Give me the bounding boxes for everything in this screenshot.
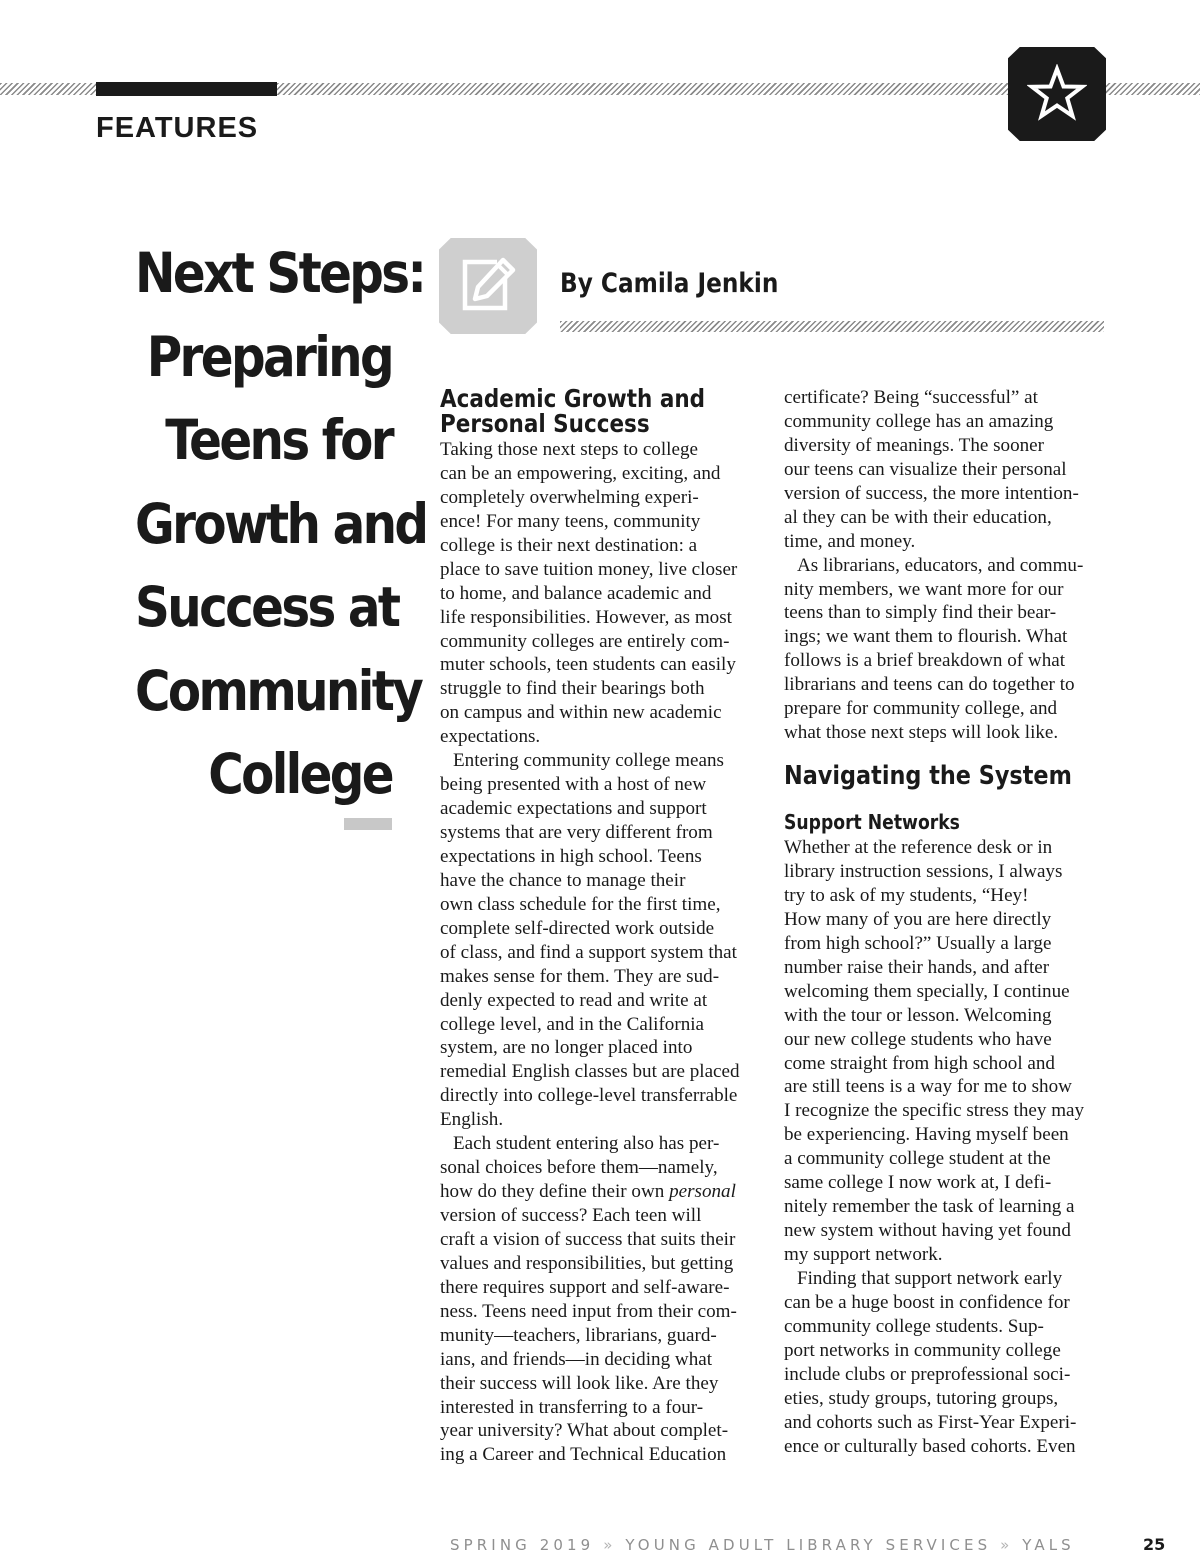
text-line: complete self-directed work outside: [440, 917, 715, 939]
text-line: to home, and balance academic and: [440, 582, 712, 604]
text-line: new system without having yet found: [784, 1220, 1071, 1242]
subheading: Personal Success: [440, 409, 650, 438]
emphasis-text: personal: [669, 1181, 736, 1203]
text-line: port networks in community college: [784, 1339, 1061, 1361]
section-heading: Navigating the System: [784, 761, 1072, 792]
text-line: How many of you are here directly: [784, 908, 1052, 930]
text-line: our new college students who have: [784, 1028, 1052, 1050]
text-line: interested in transferring to a four-: [440, 1396, 704, 1418]
text-line: on campus and within new academic: [440, 702, 722, 724]
text-line: come straight from high school and: [784, 1052, 1055, 1074]
page-footer: [450, 1536, 1110, 1554]
title-line: Growth and: [135, 491, 427, 556]
footer-separator: »: [603, 1536, 617, 1554]
text-line: include clubs or preprofessional soci-: [784, 1363, 1071, 1385]
text-line: are still teens is a way for me to show: [784, 1076, 1072, 1098]
text-line: sonal choices before them—namely,: [440, 1157, 718, 1179]
text-line: there requires support and self-aware-: [440, 1276, 730, 1298]
text-line: community college has an amazing: [784, 410, 1054, 432]
body-column-right: [784, 386, 1109, 1458]
text-line: version of success, the more intention-: [784, 482, 1079, 504]
text-line: nitely remember the task of learning a: [784, 1196, 1075, 1218]
footer-separator: »: [1000, 1536, 1014, 1554]
text-line: community colleges are entirely com-: [440, 630, 730, 652]
footer-short-name: YALS: [1022, 1536, 1075, 1554]
text-line: time, and money.: [784, 530, 916, 552]
title-line: Success at: [135, 575, 399, 639]
text-fragment: how do they define their own: [440, 1181, 670, 1203]
text-line: values and responsibilities, but getting: [440, 1252, 734, 1274]
text-line: denly expected to read and write at: [440, 989, 708, 1011]
star-badge: [1008, 47, 1106, 141]
text-line: makes sense for them. They are sud-: [440, 965, 720, 987]
text-line: completely overwhelming experi-: [440, 486, 699, 508]
text-line: number raise their hands, and after: [784, 956, 1050, 978]
text-line: ings; we want them to flourish. What: [784, 626, 1068, 648]
text-line: I recognize the specific stress they may: [784, 1100, 1085, 1122]
title-underline: [344, 818, 392, 830]
text-line: ing a Career and Technical Education: [440, 1444, 727, 1466]
text-line: academic expectations and support: [440, 798, 707, 820]
star-icon: [1027, 64, 1087, 124]
body-column-left: [440, 386, 765, 1467]
article-title: [135, 232, 427, 817]
text-line: from high school?” Usually a large: [784, 932, 1052, 954]
text-line: prepare for community college, and: [784, 698, 1058, 720]
text-line: follows is a brief breakdown of what: [784, 650, 1066, 672]
text-line: nity members, we want more for our: [784, 578, 1064, 600]
text-line: eties, study groups, tutoring groups,: [784, 1387, 1059, 1409]
text-line: muter schools, teen students can easily: [440, 654, 736, 676]
text-line: struggle to find their bearings both: [440, 678, 705, 700]
subheading: Academic Growth and: [440, 384, 706, 413]
text-line: craft a vision of success that suits their: [440, 1228, 736, 1250]
header-accent-bar: [96, 82, 277, 96]
text-line: college level, and in the California: [440, 1013, 705, 1035]
text-line: librarians and teens can do together to: [784, 674, 1075, 696]
text-line: of class, and find a support system that: [440, 941, 737, 963]
text-line: ence! For many teens, community: [440, 510, 701, 532]
edit-icon: [457, 254, 519, 316]
text-line: systems that are very different from: [440, 822, 713, 843]
text-line: ness. Teens need input from their com-: [440, 1300, 737, 1322]
text-line: Taking those next steps to college: [440, 439, 698, 460]
text-line: version of success? Each teen will: [440, 1205, 702, 1226]
text-line: year university? What about complet-: [440, 1420, 729, 1442]
text-line: try to ask of my students, “Hey!: [784, 884, 1029, 906]
page-number: 25: [1143, 1535, 1166, 1554]
text-line: munity—teachers, librarians, guard-: [440, 1324, 717, 1346]
title-line: Teens for: [165, 408, 392, 472]
title-line: Community: [135, 658, 422, 723]
text-line: English.: [440, 1109, 504, 1131]
title-line: Preparing: [146, 324, 392, 389]
text-line: my support network.: [784, 1244, 943, 1265]
text-line: teens than to simply find their bear-: [784, 602, 1057, 624]
text-line: can be a huge boost in confidence for: [784, 1291, 1070, 1313]
text-line: their success will look like. Are they: [440, 1372, 719, 1394]
text-line: same college I now work at, I defi-: [784, 1172, 1052, 1194]
title-line: College: [208, 742, 392, 806]
section-label: FEATURES: [96, 112, 259, 144]
text-line: ians, and friends—in deciding what: [440, 1348, 713, 1370]
text-line: certificate? Being “successful” at: [784, 387, 1038, 408]
text-line: [440, 1180, 765, 1204]
text-line: ence or culturally based cohorts. Even: [784, 1435, 1076, 1457]
text-line: Each student entering also has per-: [453, 1133, 720, 1155]
subsection-heading: Support Networks: [784, 810, 960, 835]
text-line: college is their next destination: a: [440, 534, 698, 556]
text-line: Finding that support network early: [797, 1267, 1063, 1289]
text-line: Entering community college means: [453, 750, 724, 772]
text-line: welcoming them specially, I continue: [784, 980, 1070, 1002]
text-line: remedial English classes but are placed: [440, 1061, 740, 1083]
text-line: expectations in high school. Teens: [440, 845, 702, 867]
text-line: being presented with a host of new: [440, 774, 707, 796]
text-line: Whether at the reference desk or in: [784, 837, 1053, 859]
text-line: a community college student at the: [784, 1148, 1051, 1170]
footer-season: SPRING 2019: [450, 1536, 595, 1554]
text-line: our teens can visualize their personal: [784, 458, 1067, 480]
title-line: Next Steps:: [135, 241, 425, 305]
text-line: diversity of meanings. The sooner: [784, 434, 1045, 456]
byline: By Camila Jenkin: [560, 268, 779, 299]
text-line: have the chance to manage their: [440, 869, 686, 891]
text-line: and cohorts such as First-Year Experi-: [784, 1411, 1077, 1433]
text-line: directly into college-level transferrable: [440, 1085, 738, 1107]
text-line: life responsibilities. However, as most: [440, 606, 732, 628]
text-line: community college students. Sup-: [784, 1315, 1044, 1337]
text-line: with the tour or lesson. Welcoming: [784, 1004, 1052, 1026]
text-line: own class schedule for the first time,: [440, 893, 721, 915]
text-line: expectations.: [440, 726, 541, 748]
footer-publication: YOUNG ADULT LIBRARY SERVICES: [625, 1536, 992, 1554]
text-line: what those next steps will look like.: [784, 722, 1059, 744]
text-line: system, are no longer placed into: [440, 1037, 693, 1059]
text-line: As librarians, educators, and commu-: [797, 554, 1084, 576]
text-line: can be an empowering, exciting, and: [440, 462, 721, 484]
text-line: library instruction sessions, I always: [784, 861, 1063, 882]
text-line: be experiencing. Having myself been: [784, 1124, 1069, 1146]
text-line: al they can be with their education,: [784, 506, 1052, 528]
author-badge: [439, 238, 537, 334]
text-line: place to save tuition money, live closer: [440, 558, 738, 580]
byline-hatch-rule: [560, 321, 1104, 332]
